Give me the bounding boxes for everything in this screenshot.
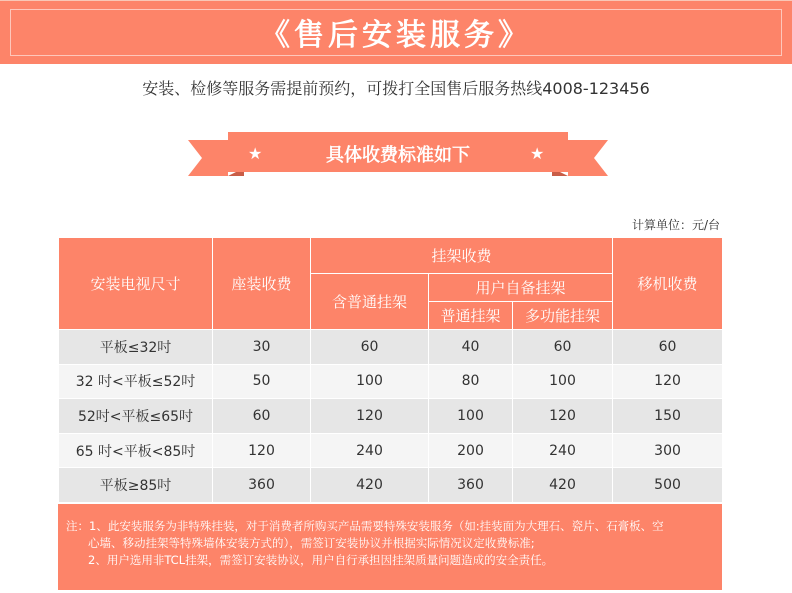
cell-normal: 40: [429, 330, 513, 365]
star-icon: ★: [530, 144, 545, 163]
header-seat-fee: 座装收费: [213, 238, 311, 330]
cell-multi: 60: [513, 330, 613, 365]
cell-multi: 100: [513, 364, 613, 399]
cell-standard: 120: [311, 399, 429, 434]
cell-multi: 420: [513, 468, 613, 503]
cell-standard: 100: [311, 364, 429, 399]
cell-multi: 240: [513, 433, 613, 468]
notes-box: [58, 504, 722, 590]
cell-normal: 200: [429, 433, 513, 468]
header-user-bracket: 用户自备挂架: [429, 274, 613, 302]
table-row: [59, 468, 723, 503]
cell-seat: 30: [213, 330, 311, 365]
cell-standard: 60: [311, 330, 429, 365]
cell-move: 120: [613, 364, 723, 399]
ribbon-title: 具体收费标准如下: [326, 145, 470, 166]
cell-move: 60: [613, 330, 723, 365]
note-line-2: 心墙、移动挂架等特殊墙体安装方式的），需签订安装协议并根据实际情况议定收费标准;: [88, 536, 535, 550]
fee-standard-ribbon: [188, 132, 608, 180]
cell-normal: 360: [429, 468, 513, 503]
note-line-1: 注：1、此安装服务为非特殊挂装，对于消费者所购买产品需要特殊安装服务（如:挂装面为大理石、瓷片、石膏板、空: [66, 519, 664, 533]
unit-label: 计算单位：元/台: [631, 218, 720, 232]
service-hotline-text: 安装、检修等服务需提前预约，可拨打全国售后服务热线4008-123456: [142, 79, 650, 98]
banner-title: 《售后安装服务》: [260, 18, 532, 53]
cell-size: 32 吋<平板≤52吋: [59, 364, 213, 399]
cell-size: 平板≥85吋: [59, 468, 213, 503]
cell-move: 500: [613, 468, 723, 503]
cell-multi: 120: [513, 399, 613, 434]
header-standard-bracket: 含普通挂架: [311, 274, 429, 330]
cell-standard: 420: [311, 468, 429, 503]
header-move-fee: 移机收费: [613, 238, 723, 330]
table-row: [59, 399, 723, 434]
header-wall-fee: 挂架收费: [311, 238, 613, 274]
cell-seat: 50: [213, 364, 311, 399]
cell-seat: 60: [213, 399, 311, 434]
cell-standard: 240: [311, 433, 429, 468]
cell-size: 52吋<平板≤65吋: [59, 399, 213, 434]
fee-table: [58, 237, 723, 503]
table-row: [59, 330, 723, 365]
note-line-3: 2、用户选用非TCL挂架，需签订安装协议，用户自行承担因挂架质量问题造成的安全责任。: [88, 553, 554, 567]
table-row: [59, 433, 723, 468]
cell-normal: 80: [429, 364, 513, 399]
cell-move: 150: [613, 399, 723, 434]
header-normal-bracket: 普通挂架: [429, 302, 513, 330]
table-row: [59, 364, 723, 399]
cell-normal: 100: [429, 399, 513, 434]
cell-move: 300: [613, 433, 723, 468]
cell-size: 平板≤32吋: [59, 330, 213, 365]
header-multi-bracket: 多功能挂架: [513, 302, 613, 330]
star-icon: ★: [248, 144, 263, 163]
cell-seat: 360: [213, 468, 311, 503]
header-size: 安装电视尺寸: [59, 238, 213, 330]
cell-size: 65 吋<平板<85吋: [59, 433, 213, 468]
cell-seat: 120: [213, 433, 311, 468]
